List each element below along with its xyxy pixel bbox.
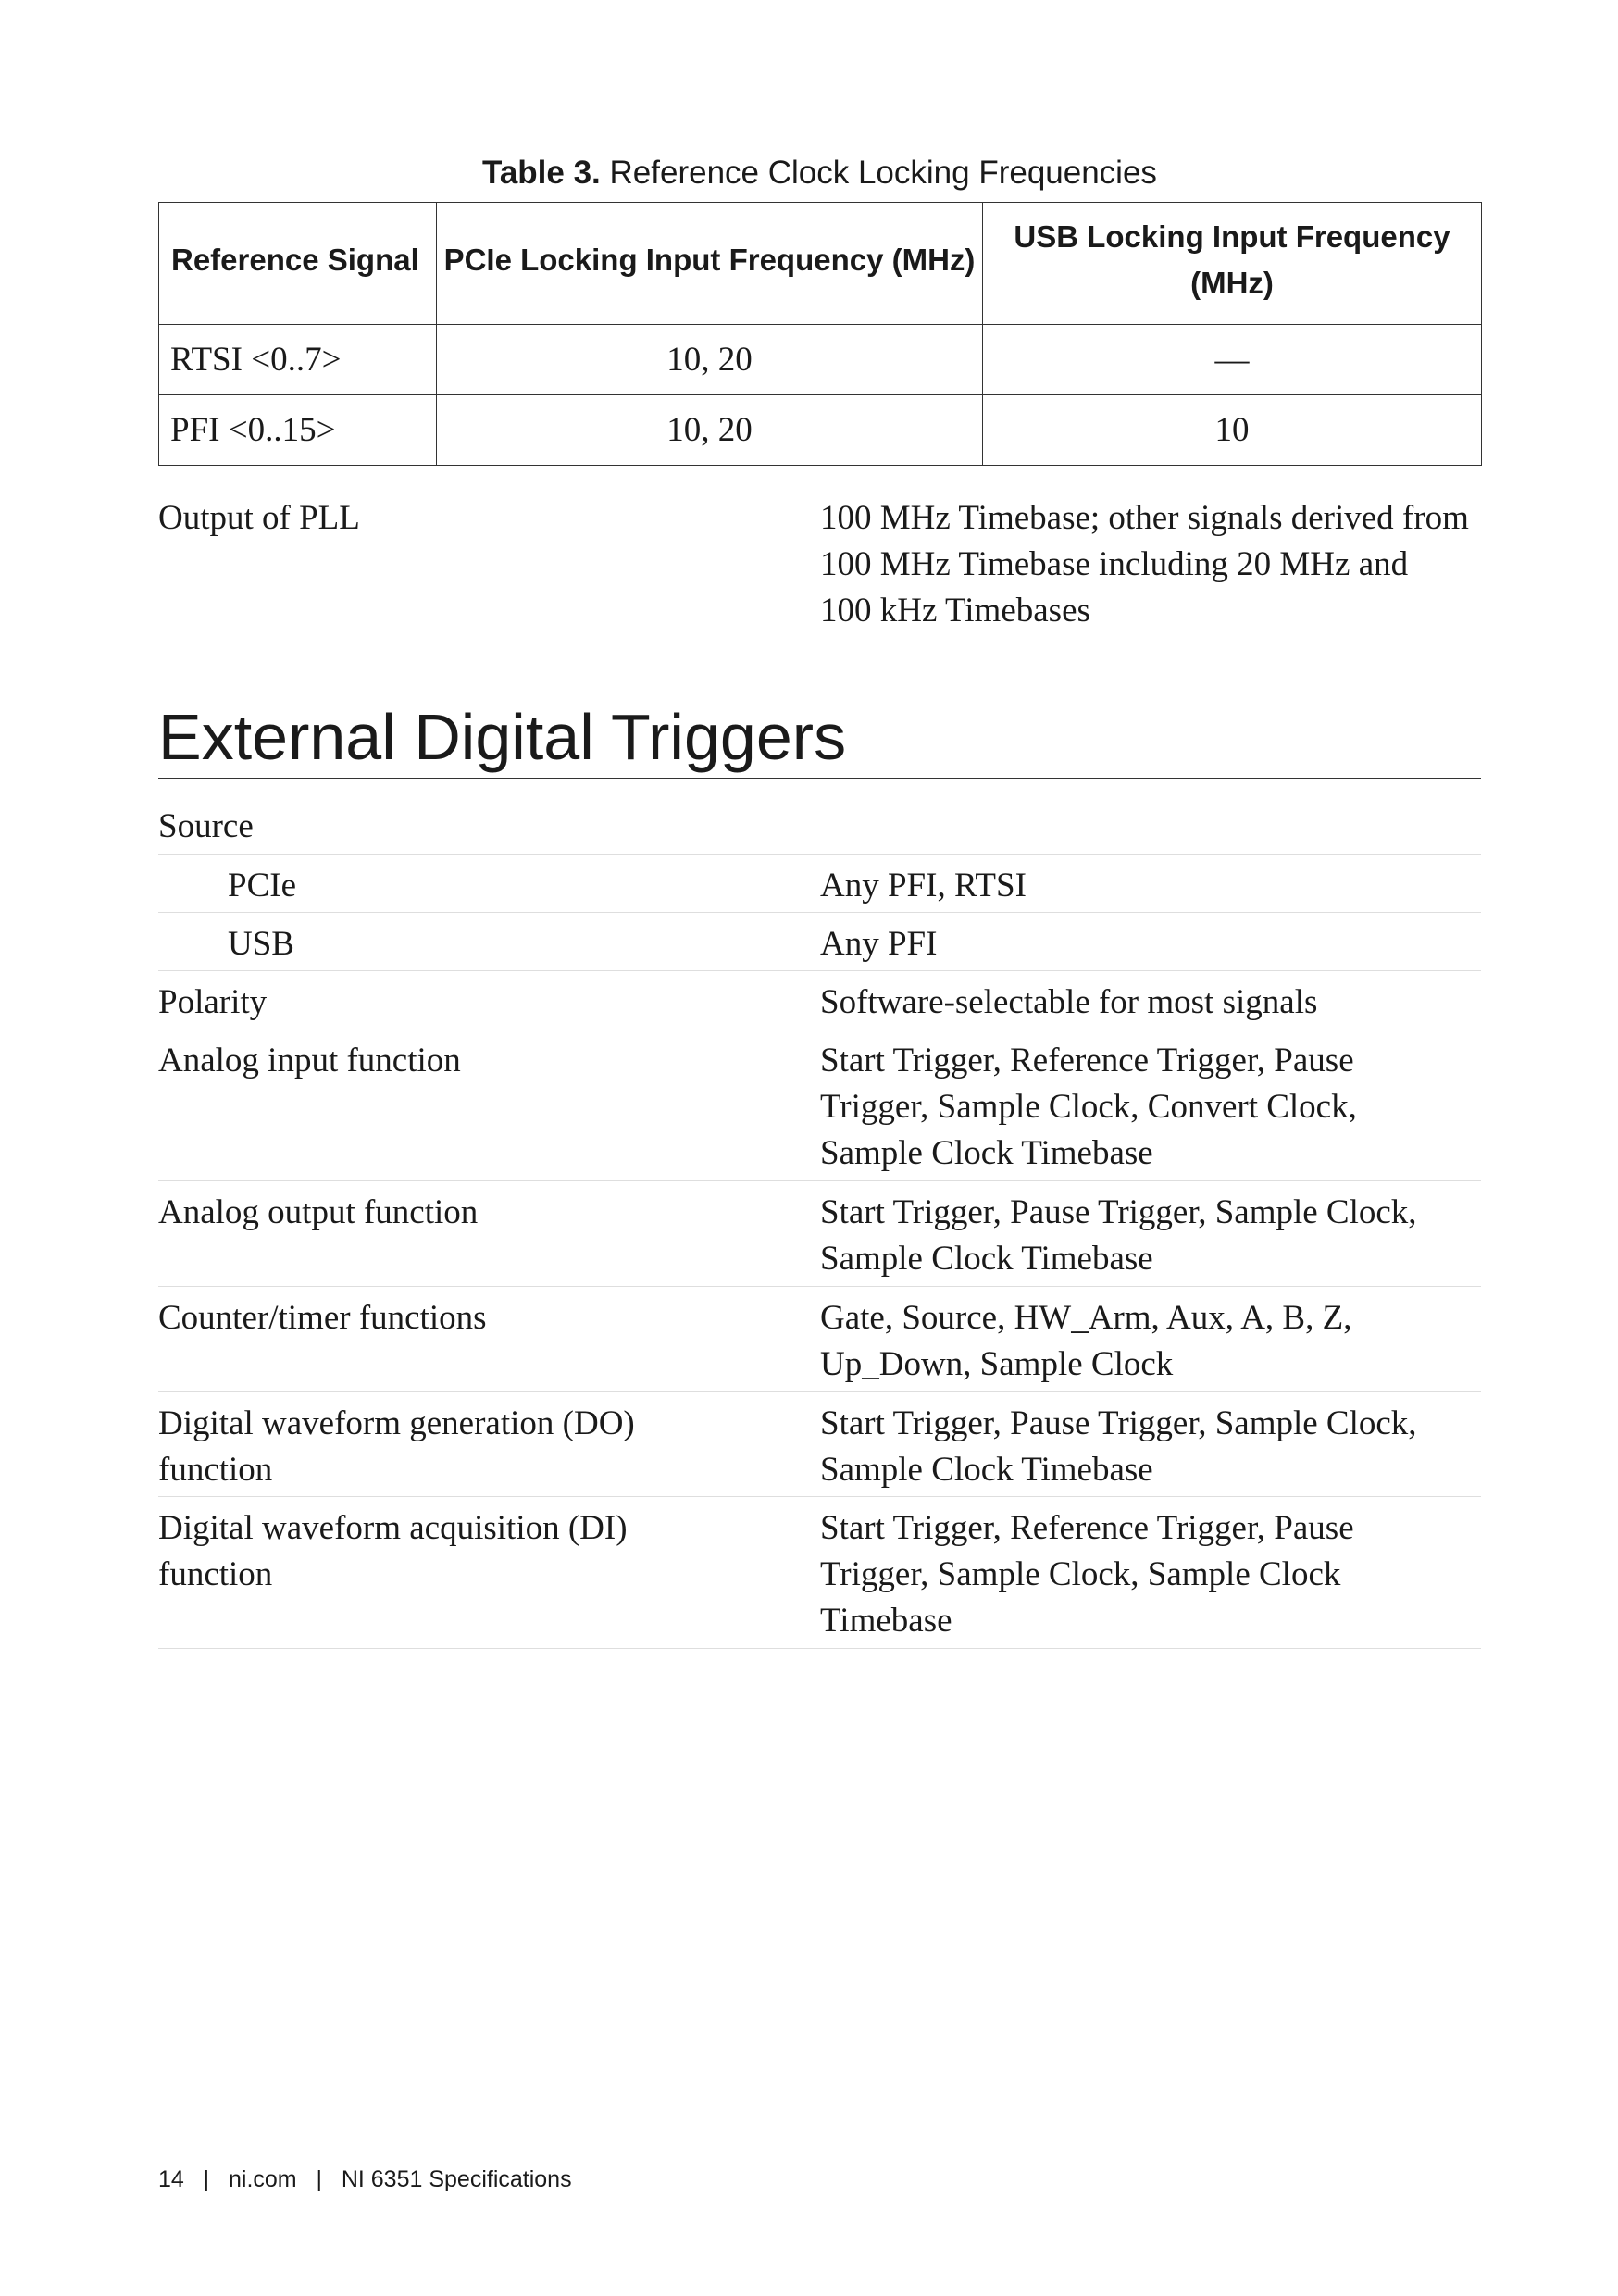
spec-value <box>820 921 1481 967</box>
spec-value-line: Sample Clock Timebase <box>820 1451 1153 1489</box>
reference-clock-table <box>158 202 1482 466</box>
pll-label: Output of PLL <box>158 499 360 537</box>
spec-row-counter-timer <box>158 1286 1481 1392</box>
pll-value <box>820 495 1481 634</box>
spec-value <box>820 1505 1481 1644</box>
spec-value-line: Sample Clock Timebase <box>820 1240 1153 1278</box>
pll-output-row <box>158 495 1481 643</box>
spec-value <box>820 863 1481 909</box>
spec-label-line: Digital waveform acquisition (DI) <box>158 1509 628 1547</box>
spec-row-source <box>158 796 1481 855</box>
spec-label <box>158 1505 628 1598</box>
spec-value-line: Start Trigger, Reference Trigger, Pause <box>820 1042 1354 1079</box>
spec-value-line: Any PFI <box>820 925 938 963</box>
spec-label: Analog output function <box>158 1193 479 1231</box>
spec-value <box>820 1401 1481 1493</box>
spec-label: Polarity <box>158 983 268 1021</box>
footer-page-number: 14 <box>158 2166 184 2192</box>
spec-value <box>820 1038 1481 1177</box>
spec-label: Analog input function <box>158 1042 461 1079</box>
spec-row-digital-waveform-acquisition <box>158 1496 1481 1649</box>
table-cell: 10 <box>983 395 1482 466</box>
spec-value-line: Up_Down, Sample Clock <box>820 1345 1174 1383</box>
footer-separator: | <box>203 2166 210 2192</box>
spec-value <box>820 1295 1481 1388</box>
spec-row-pcie <box>158 854 1481 913</box>
spec-value-line: Trigger, Sample Clock, Sample Clock <box>820 1555 1341 1593</box>
header-usb-frequency: USB Locking Input Frequency (MHz) <box>983 203 1482 318</box>
table-cell: 10, 20 <box>437 325 983 395</box>
table-caption <box>158 151 1481 195</box>
pll-value-line: 100 kHz Timebases <box>820 592 1090 630</box>
spec-value-line: Gate, Source, HW_Arm, Aux, A, B, Z, <box>820 1299 1352 1337</box>
spec-value-line: Sample Clock Timebase <box>820 1134 1153 1172</box>
table-header-row <box>159 203 1482 318</box>
footer-doc-title: NI 6351 Specifications <box>341 2166 572 2192</box>
spec-row-analog-output <box>158 1180 1481 1287</box>
spec-value-line: Start Trigger, Pause Trigger, Sample Clock, <box>820 1404 1417 1442</box>
page-footer <box>158 2163 572 2196</box>
footer-site-link[interactable]: ni.com <box>229 2166 297 2192</box>
spec-value-line: Timebase <box>820 1602 952 1640</box>
header-reference-signal: Reference Signal <box>159 203 437 318</box>
document-page <box>158 0 1481 2296</box>
spec-label-line: function <box>158 1555 273 1593</box>
table-cell: 10, 20 <box>437 395 983 466</box>
pll-value-line: 100 MHz Timebase; other signals derived from <box>820 499 1469 537</box>
table-cell: — <box>983 325 1482 395</box>
spec-row-digital-waveform-generation <box>158 1391 1481 1497</box>
spec-label-line: Digital waveform generation (DO) <box>158 1404 635 1442</box>
spec-row-usb <box>158 912 1481 971</box>
spec-value-line: Trigger, Sample Clock, Convert Clock, <box>820 1088 1357 1126</box>
spec-value-line: Start Trigger, Pause Trigger, Sample Clock, <box>820 1193 1417 1231</box>
table-caption-number: Table 3. <box>482 155 601 191</box>
spec-label: Source <box>158 807 254 845</box>
spec-value-line: Any PFI, RTSI <box>820 867 1027 905</box>
table-cell: RTSI <0..7> <box>159 325 437 395</box>
table-caption-text: Reference Clock Locking Frequencies <box>609 155 1157 191</box>
spec-label-line: function <box>158 1451 273 1489</box>
spec-value-line: Start Trigger, Reference Trigger, Pause <box>820 1509 1354 1547</box>
spec-label: USB <box>228 925 294 963</box>
spec-value <box>820 980 1481 1026</box>
spec-label: Counter/timer functions <box>158 1299 487 1337</box>
section-title: External Digital Triggers <box>158 696 1481 779</box>
spec-row-analog-input <box>158 1029 1481 1181</box>
spec-label <box>158 1401 635 1493</box>
spec-value <box>820 1190 1481 1282</box>
spec-value-line: Software-selectable for most signals <box>820 983 1318 1021</box>
spec-row-polarity <box>158 970 1481 1029</box>
header-pcie-frequency: PCIe Locking Input Frequency (MHz) <box>437 203 983 318</box>
table-row <box>159 325 1482 395</box>
header-separator <box>159 318 1482 325</box>
pll-value-line: 100 MHz Timebase including 20 MHz and <box>820 545 1409 583</box>
table-cell: PFI <0..15> <box>159 395 437 466</box>
table-row <box>159 395 1482 466</box>
spec-label: PCIe <box>228 867 296 905</box>
footer-separator: | <box>316 2166 322 2192</box>
